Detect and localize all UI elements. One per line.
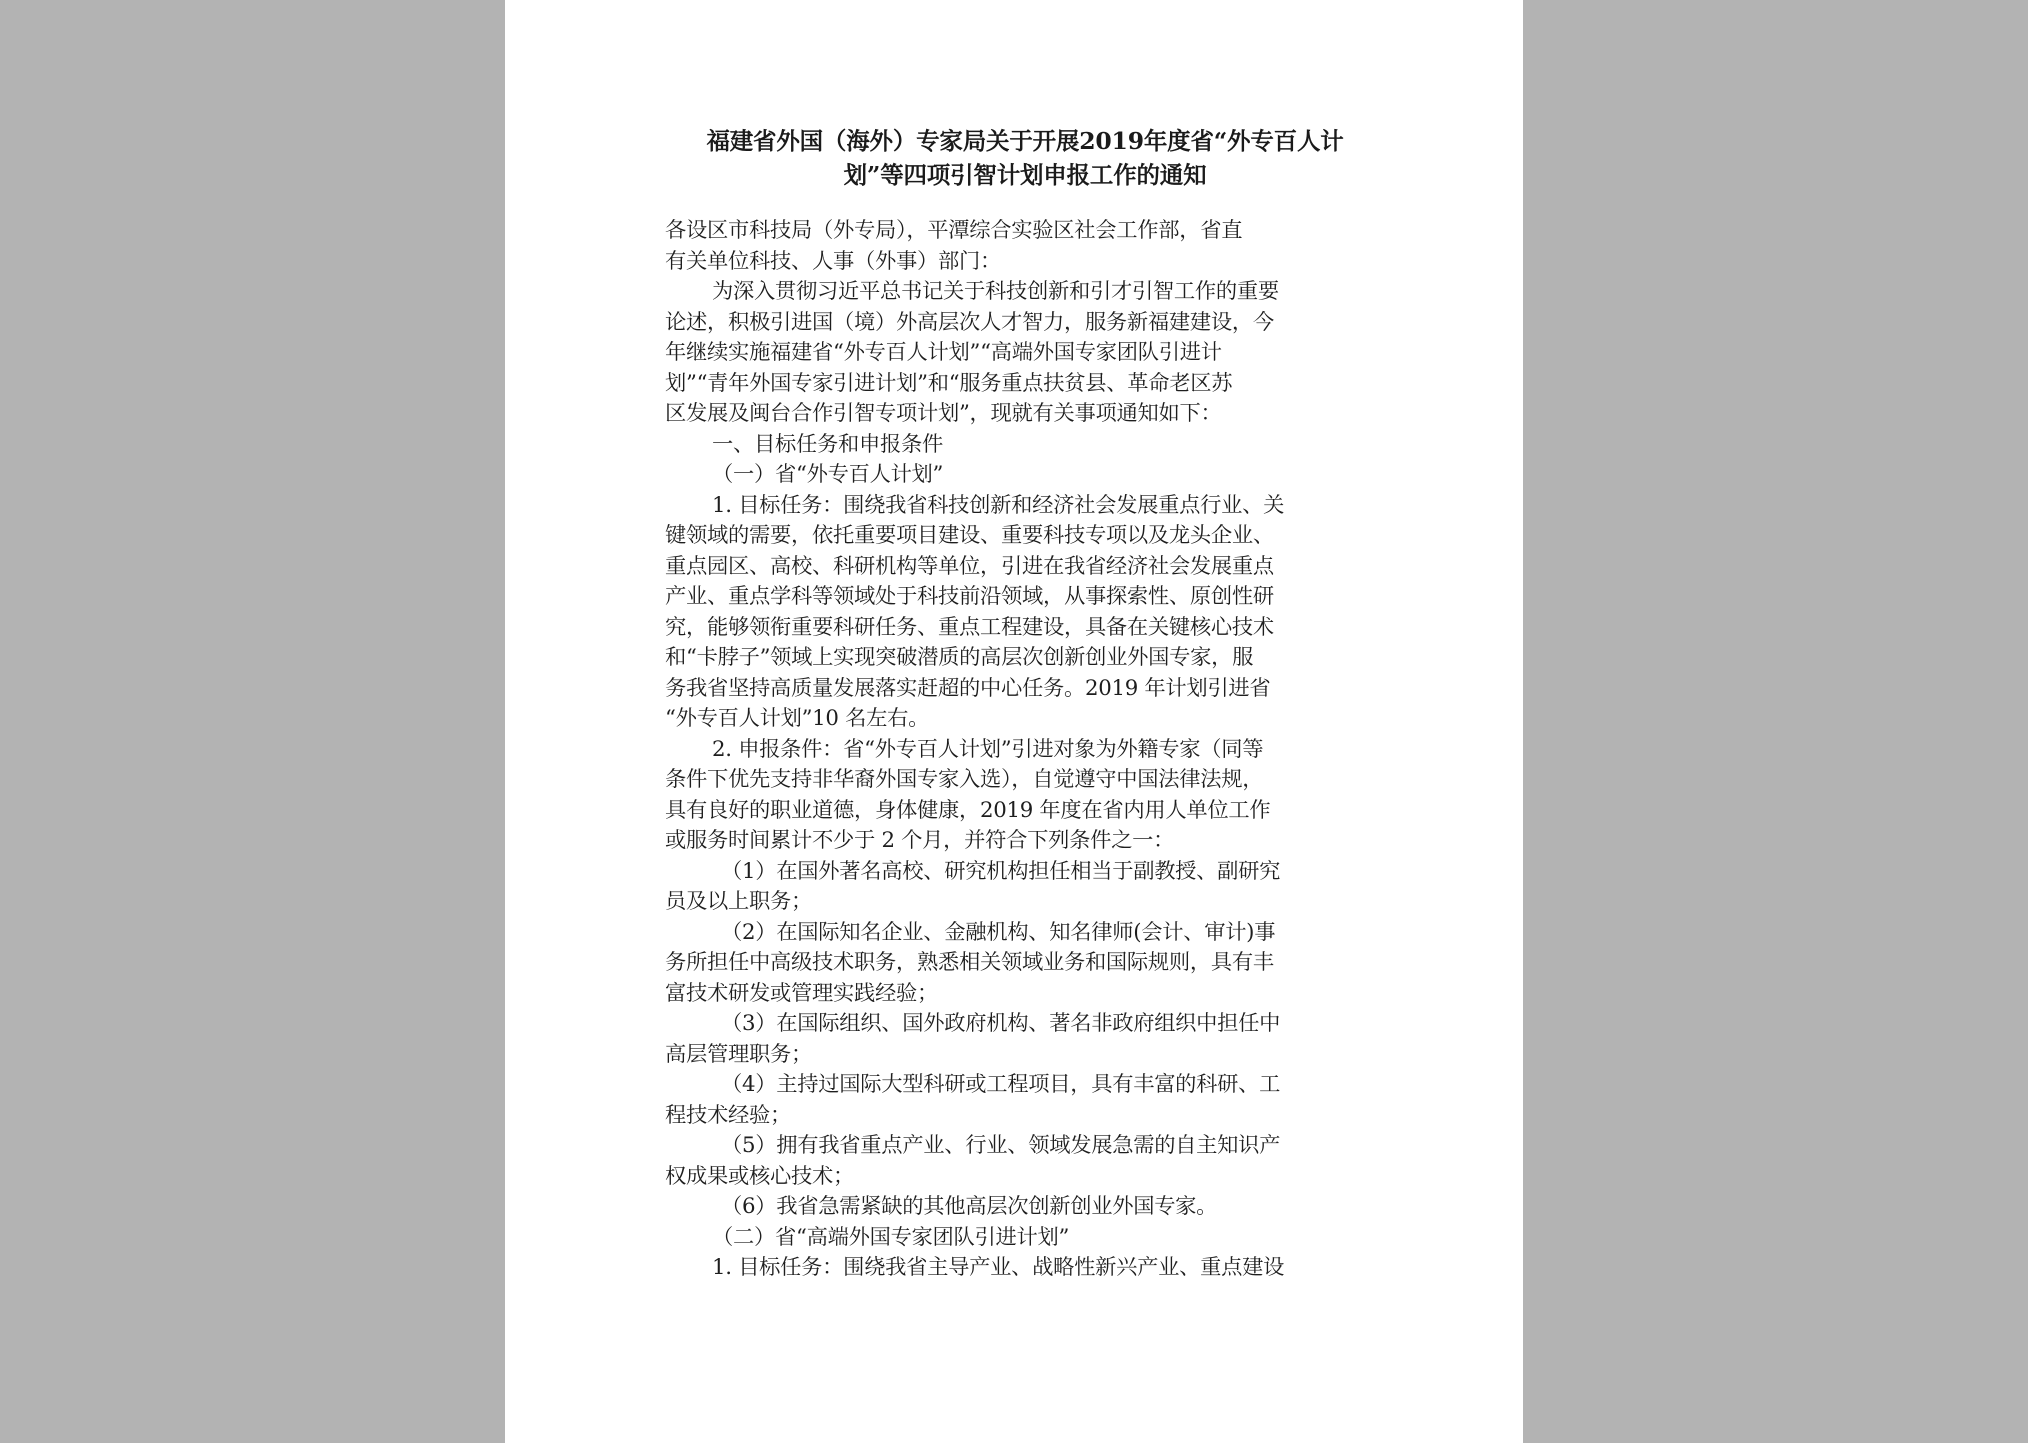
body-line: 务所担任中高级技术职务，熟悉相关领域业务和国际规则，具有丰 [665,950,1274,975]
body-line: 1. 目标任务：围绕我省主导产业、战略性新兴产业、重点建设 [712,1255,1285,1280]
body-line: 键领域的需要，依托重要项目建设、重要科技专项以及龙头企业、 [665,523,1274,548]
body-line: 员及以上职务； [665,889,812,914]
body-line: 程技术经验； [665,1102,791,1128]
title-line: 福建省外国（海外）专家局关于开展2019年度省“外专百人计 [706,127,1344,155]
list-item: （4）主持过国际大型科研或工程项目，具有丰富的科研、工 [721,1072,1281,1097]
list-item: （1）在国外著名高校、研究机构担任相当于副教授、副研究 [721,858,1281,884]
list-item: （6）我省急需紧缺的其他高层次创新创业外国专家。 [721,1194,1218,1219]
body-line: “外专百人计划”10 名左右。 [665,706,930,731]
body-line: 高层管理职务； [665,1041,812,1067]
document-page [505,0,1523,1443]
document-body [665,216,1385,1284]
list-item: （5）拥有我省重点产业、行业、领域发展急需的自主知识产 [721,1133,1281,1158]
body-line: 条件下优先支持非华裔外国专家入选），自觉遵守中国法律法规， [665,767,1264,792]
document-title [680,124,1370,192]
body-line: 各设区市科技局（外专局），平潭综合实验区社会工作部，省直 [665,218,1243,243]
body-line: 2. 申报条件：省“外专百人计划”引进对象为外籍专家（同等 [712,736,1264,762]
body-line: 权成果或核心技术； [665,1163,854,1189]
list-item: （3）在国际组织、国外政府机构、著名非政府组织中担任中 [721,1011,1281,1036]
body-line: 划”“青年外国专家引进计划”和“服务重点扶贫县、革命老区苏 [665,370,1233,396]
body-line: 有关单位科技、人事（外事）部门： [665,248,1001,274]
title-line: 划”等四项引智计划申报工作的通知 [843,161,1207,189]
body-line: 和“卡脖子”领域上实现突破潜质的高层次创新创业外国专家，服 [665,645,1254,670]
section-heading: 一、目标任务和申报条件 [712,431,943,457]
body-line: 年继续实施福建省“外专百人计划”“高端外国专家团队引进计 [665,340,1222,365]
list-item: （2）在国际知名企业、金融机构、知名律师(会计、审计)事 [721,919,1276,945]
body-line: 区发展及闽台合作引智专项计划”，现就有关事项通知如下： [665,401,1222,426]
body-line: 具有良好的职业道德，身体健康，2019 年度在省内用人单位工作 [665,797,1271,823]
body-line: 产业、重点学科等领域处于科技前沿领域，从事探索性、原创性研 [665,584,1274,609]
body-line: 究，能够领衔重要科研任务、重点工程建设，具备在关键核心技术 [665,614,1274,640]
body-line: 重点园区、高校、科研机构等单位，引进在我省经济社会发展重点 [665,553,1274,579]
subsection-heading: （一）省“外专百人计划” [712,462,944,487]
body-line: 或服务时间累计不少于 2 个月，并符合下列条件之一： [665,828,1175,853]
body-line: 富技术研发或管理实践经验； [665,980,938,1006]
body-line: 为深入贯彻习近平总书记关于科技创新和引才引智工作的重要 [712,279,1279,304]
body-line: 论述，积极引进国（境）外高层次人才智力，服务新福建建设，今 [665,309,1274,335]
subsection-heading: （二）省“高端外国专家团队引进计划” [712,1224,1070,1250]
body-line: 1. 目标任务：围绕我省科技创新和经济社会发展重点行业、关 [712,492,1285,518]
body-line: 务我省坚持高质量发展落实赶超的中心任务。2019 年计划引进省 [665,675,1271,701]
